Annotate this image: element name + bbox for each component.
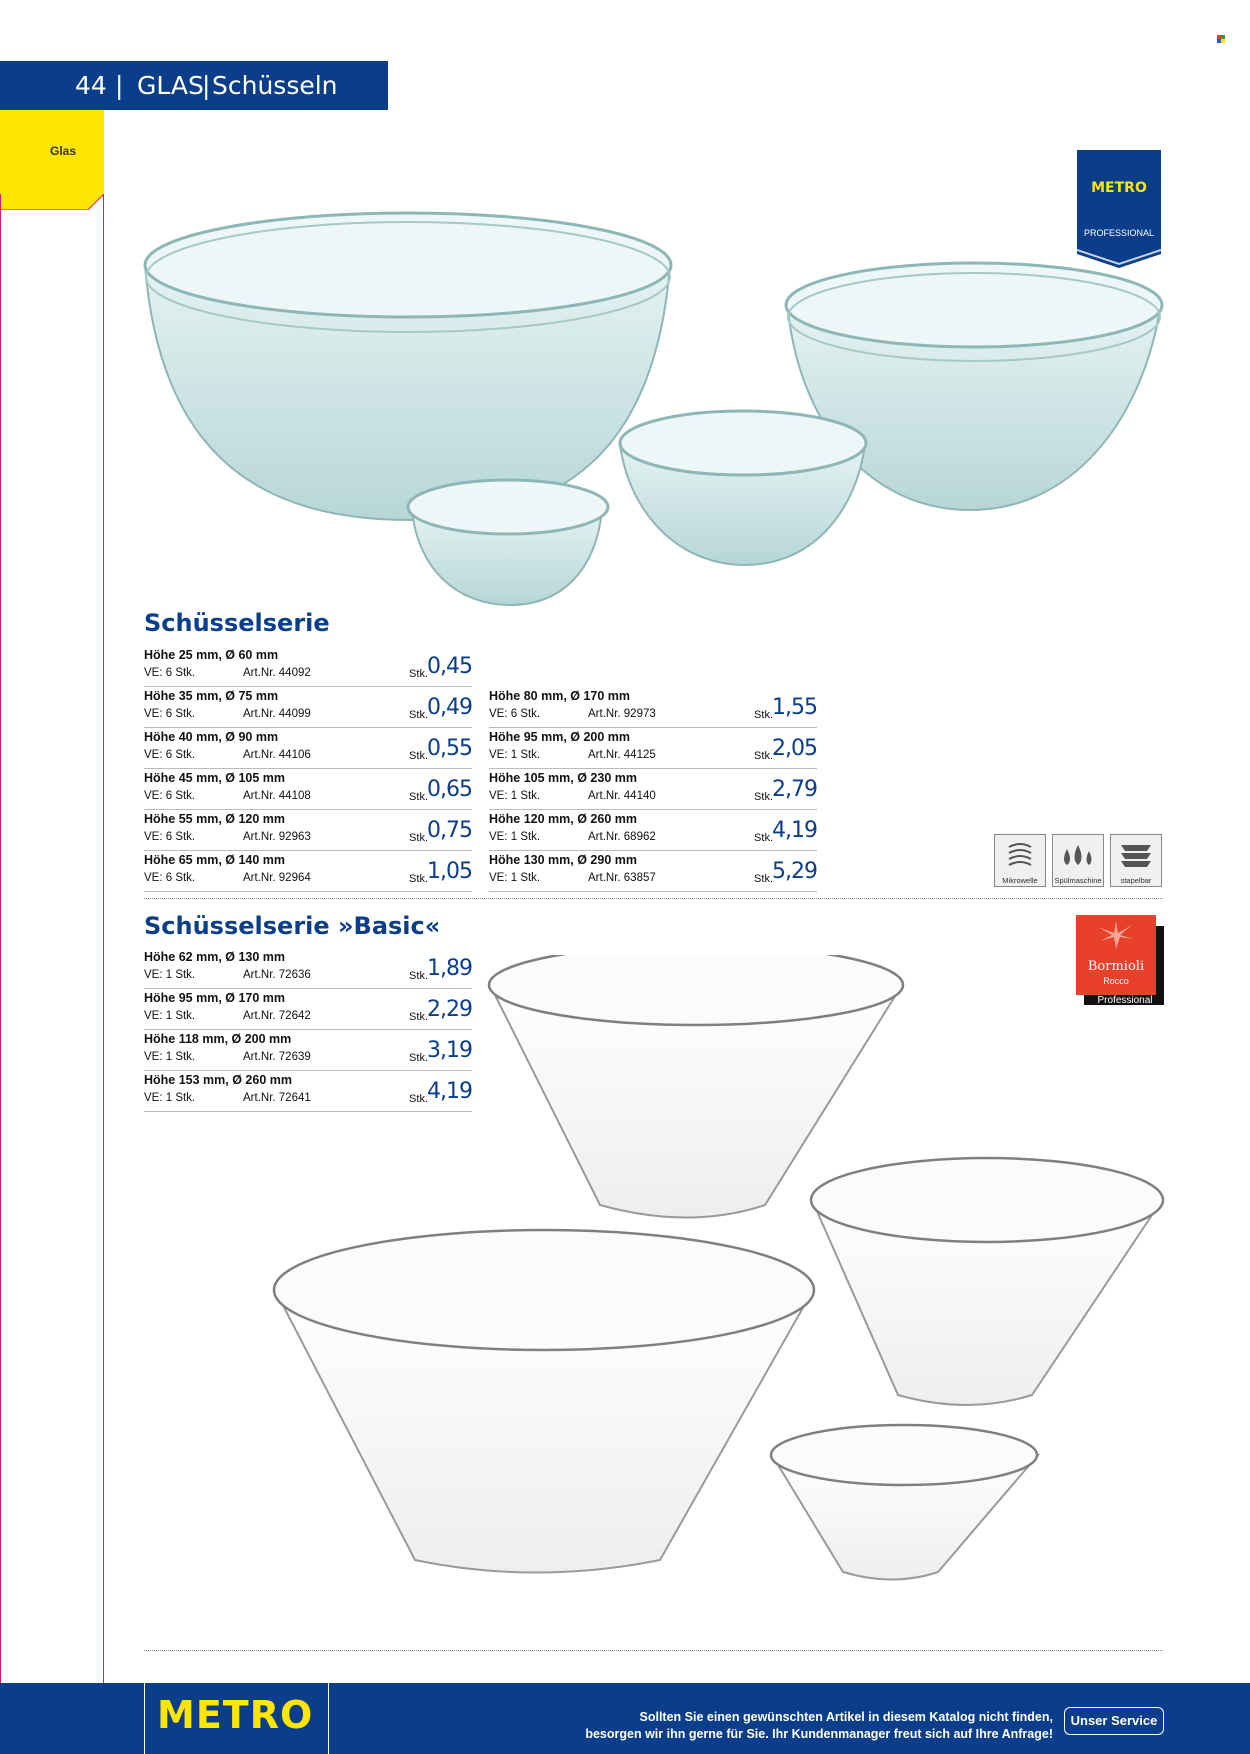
- product-dims: Höhe 120 mm, Ø 260 mm: [489, 812, 637, 826]
- glass-bowls-photo: [140, 205, 1170, 610]
- product-ve: VE: 1 Stk.: [489, 831, 541, 843]
- product-art-nr: Art.Nr. 72642: [243, 1010, 311, 1022]
- product-row: [144, 728, 472, 769]
- product-ve: VE: 1 Stk.: [144, 969, 196, 981]
- product-row: [489, 810, 817, 851]
- product-row: [144, 769, 472, 810]
- product-price: 1,89: [427, 956, 472, 981]
- product-dims: Höhe 95 mm, Ø 170 mm: [144, 991, 286, 1005]
- section-title-basic: Schüsselserie »Basic«: [144, 912, 441, 940]
- product-art-nr: Art.Nr. 92964: [243, 872, 311, 884]
- footer-message-line2: besorgen wir ihn gerne für Sie. Ihr Kundenmanager freut sich auf Ihre Anfrage!: [585, 1727, 1053, 1741]
- product-row: [489, 851, 817, 892]
- price-unit: Stk.: [409, 873, 428, 885]
- footer: [0, 1683, 1250, 1754]
- product-dims: Höhe 95 mm, Ø 200 mm: [489, 730, 631, 744]
- product-art-nr: Art.Nr. 44099: [243, 708, 311, 720]
- price-unit: Stk.: [754, 750, 773, 762]
- product-art-nr: Art.Nr. 72639: [243, 1051, 311, 1063]
- product-ve: VE: 1 Stk.: [489, 790, 541, 802]
- product-ve: VE: 6 Stk.: [144, 831, 196, 843]
- product-price: 1,05: [427, 859, 472, 884]
- product-dims: Höhe 62 mm, Ø 130 mm: [144, 950, 286, 964]
- product-ve: VE: 6 Stk.: [144, 749, 196, 761]
- section-divider: [144, 898, 1163, 899]
- header-separator: |: [115, 71, 124, 100]
- product-row: [489, 769, 817, 810]
- stackable-icon: [1110, 834, 1162, 887]
- margin-line-left: [0, 194, 1, 1754]
- product-price: 2,29: [427, 997, 472, 1022]
- product-price: 0,65: [427, 777, 472, 802]
- product-price: 0,55: [427, 736, 472, 761]
- badge-brand: METRO: [1091, 180, 1147, 196]
- price-unit: Stk.: [409, 668, 428, 680]
- product-dims: Höhe 45 mm, Ø 105 mm: [144, 771, 286, 785]
- bormioli-line: Professional: [1097, 995, 1153, 1006]
- product-ve: VE: 6 Stk.: [144, 708, 196, 720]
- basic-bowls-photo: [270, 955, 1170, 1595]
- price-unit: Stk.: [409, 709, 428, 721]
- product-row: [144, 687, 472, 728]
- footer-divider: [144, 1650, 1163, 1651]
- color-mark-icon: [1217, 35, 1225, 43]
- product-ve: VE: 1 Stk.: [144, 1051, 196, 1063]
- product-price: 2,05: [772, 736, 817, 761]
- product-dims: Höhe 130 mm, Ø 290 mm: [489, 853, 637, 867]
- product-ve: VE: 6 Stk.: [144, 790, 196, 802]
- product-art-nr: Art.Nr. 92973: [588, 708, 656, 720]
- product-art-nr: Art.Nr. 92963: [243, 831, 311, 843]
- feature-icons: [994, 834, 1164, 887]
- product-dims: Höhe 40 mm, Ø 90 mm: [144, 730, 279, 744]
- product-row: [144, 810, 472, 851]
- product-art-nr: Art.Nr. 44125: [588, 749, 656, 761]
- service-button[interactable]: [1064, 1707, 1164, 1735]
- price-unit: Stk.: [754, 873, 773, 885]
- price-unit: Stk.: [754, 709, 773, 721]
- price-unit: Stk.: [409, 832, 428, 844]
- price-unit: Stk.: [409, 970, 428, 982]
- price-unit: Stk.: [754, 832, 773, 844]
- metro-logo: METRO: [157, 1693, 314, 1737]
- price-unit: Stk.: [409, 1011, 428, 1023]
- product-ve: VE: 6 Stk.: [144, 872, 196, 884]
- header-category: GLAS: [137, 71, 204, 100]
- product-ve: VE: 1 Stk.: [144, 1092, 196, 1104]
- product-row: [144, 646, 472, 687]
- side-tab-edge: [0, 194, 104, 210]
- product-art-nr: Art.Nr. 63857: [588, 872, 656, 884]
- product-price: 3,19: [427, 1038, 472, 1063]
- product-art-nr: Art.Nr. 44106: [243, 749, 311, 761]
- product-price: 0,49: [427, 695, 472, 720]
- product-art-nr: Art.Nr. 44108: [243, 790, 311, 802]
- product-row: [144, 851, 472, 892]
- price-unit: Stk.: [409, 750, 428, 762]
- product-dims: Höhe 80 mm, Ø 170 mm: [489, 689, 631, 703]
- product-ve: VE: 6 Stk.: [144, 667, 196, 679]
- microwave-icon: [994, 834, 1046, 887]
- header-bar: 44 | GLAS | Schüsseln: [0, 61, 388, 110]
- product-art-nr: Art.Nr. 44092: [243, 667, 311, 679]
- product-row: [489, 687, 817, 728]
- price-unit: Stk.: [409, 1052, 428, 1064]
- bormioli-sub: Rocco: [1103, 976, 1129, 986]
- section-title-schuesselserie: Schüsselserie: [144, 609, 330, 637]
- product-price: 4,19: [772, 818, 817, 843]
- page-number: 44: [75, 71, 107, 100]
- price-unit: Stk.: [409, 1093, 428, 1105]
- product-art-nr: Art.Nr. 68962: [588, 831, 656, 843]
- service-label: Unser Service: [1070, 1713, 1158, 1728]
- product-price: 0,45: [427, 654, 472, 679]
- side-tab-label: Glas: [50, 144, 77, 158]
- bormioli-name: Bormioli: [1087, 959, 1145, 974]
- side-tab[interactable]: [0, 110, 104, 194]
- feature-label: Mikrowelle: [1002, 876, 1038, 885]
- product-art-nr: Art.Nr. 72641: [243, 1092, 311, 1104]
- product-price: 5,29: [772, 859, 817, 884]
- product-dims: Höhe 105 mm, Ø 230 mm: [489, 771, 637, 785]
- product-ve: VE: 1 Stk.: [489, 749, 541, 761]
- feature-label: stapelbar: [1120, 876, 1152, 885]
- product-dims: Höhe 153 mm, Ø 260 mm: [144, 1073, 292, 1087]
- product-price: 1,55: [772, 695, 817, 720]
- product-art-nr: Art.Nr. 72636: [243, 969, 311, 981]
- product-dims: Höhe 35 mm, Ø 75 mm: [144, 689, 279, 703]
- product-ve: VE: 1 Stk.: [144, 1010, 196, 1022]
- margin-line: [103, 194, 104, 1754]
- feature-label: Spülmaschine: [1054, 876, 1102, 885]
- footer-message: [585, 1709, 1053, 1743]
- badge-line: PROFESSIONAL: [1083, 228, 1155, 238]
- product-dims: Höhe 55 mm, Ø 120 mm: [144, 812, 286, 826]
- footer-logo-box: [144, 1683, 329, 1754]
- product-price: 2,79: [772, 777, 817, 802]
- product-ve: VE: 1 Stk.: [489, 872, 541, 884]
- product-dims: Höhe 25 mm, Ø 60 mm: [144, 648, 279, 662]
- product-price: 4,19: [427, 1079, 472, 1104]
- price-unit: Stk.: [409, 791, 428, 803]
- product-dims: Höhe 65 mm, Ø 140 mm: [144, 853, 286, 867]
- product-dims: Höhe 118 mm, Ø 200 mm: [144, 1032, 292, 1046]
- product-ve: VE: 6 Stk.: [489, 708, 541, 720]
- dishwasher-icon: [1052, 834, 1104, 887]
- product-row: [489, 728, 817, 769]
- product-price: 0,75: [427, 818, 472, 843]
- footer-message-line1: Sollten Sie einen gewünschten Artikel in diesem Katalog nicht finden,: [639, 1710, 1053, 1724]
- product-art-nr: Art.Nr. 44140: [588, 790, 656, 802]
- price-unit: Stk.: [754, 791, 773, 803]
